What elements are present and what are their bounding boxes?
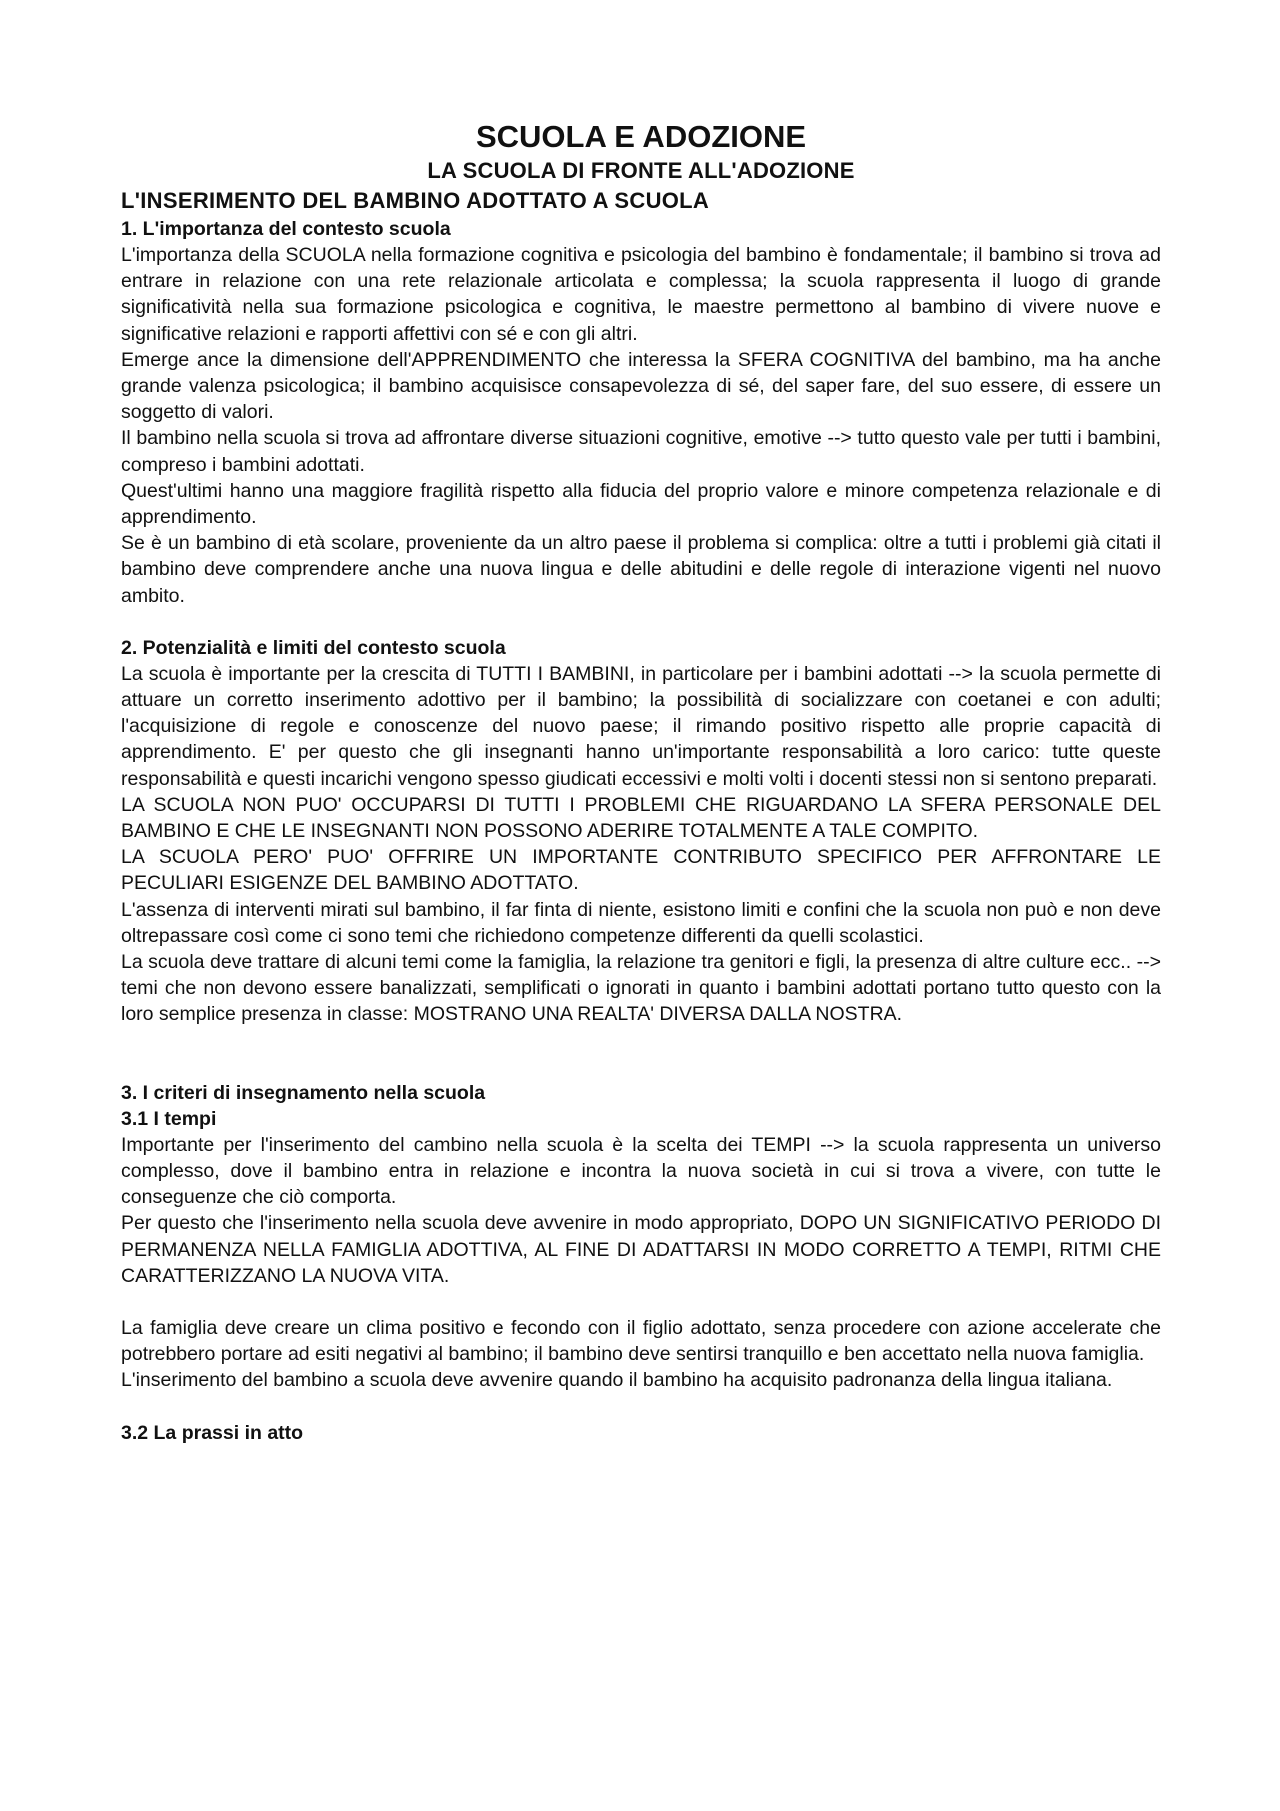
section-3-1-paragraph-3: La famiglia deve creare un clima positivo e fecondo con il figlio adottato, senza procedere con azione accelerate che potrebbero portare ad esiti negativi al bambino; il bambino deve sentirsi tranquillo e ben accettato nella nuova famiglia.: [121, 1316, 1161, 1366]
section-1-paragraph-5: Se è un bambino di età scolare, proveniente da un altro paese il problema si complica: oltre a tutti i problemi già citati il bambino deve comprendere anche una nuova lingua e delle abitudini e delle regole di interazione vigenti nel nuovo ambito.: [121, 532, 1161, 607]
spacer: [121, 1028, 1161, 1080]
spacer: [121, 1289, 1161, 1315]
section-3-2-heading: 3.2 La prassi in atto: [121, 1421, 304, 1444]
section-3-1-heading: 3.1 I tempi: [121, 1107, 217, 1130]
document-page: [121, 118, 1161, 1446]
section-2-paragraph-4: L'assenza di interventi mirati sul bambino, il far finta di niente, esistono limiti e confini che la scuola non può e non deve oltrepassare così come ci sono temi che richiedono competenze differenti da quelli scolastici.: [121, 898, 1161, 947]
section-heading: L'INSERIMENTO DEL BAMBINO ADOTTATO A SCUOLA: [121, 188, 710, 213]
section-2-heading: 2. Potenzialità e limiti del contesto scuola: [121, 636, 506, 659]
section-3-heading: 3. I criteri di insegnamento nella scuola: [121, 1081, 486, 1104]
section-2-paragraph-3: LA SCUOLA PERO' PUO' OFFRIRE UN IMPORTANTE CONTRIBUTO SPECIFICO PER AFFRONTARE LE PECULIARI ESIGENZE DEL BAMBINO ADOTTATO.: [121, 846, 1161, 895]
spacer: [121, 1394, 1161, 1420]
section-1-heading: 1. L'importanza del contesto scuola: [121, 218, 451, 240]
section-1-paragraph-2: Emerge ance la dimensione dell'APPRENDIMENTO che interessa la SFERA COGNITIVA del bambino, ma ha anche grande valenza psicologica; il bambino acquisisce consapevolezza di sé, del saper fare, del suo essere, di essere un soggetto di valori.: [121, 348, 1161, 424]
section-1-paragraph-4: Quest'ultimi hanno una maggiore fragilità rispetto alla fiducia del proprio valore e minore competenza relazionale e di apprendimento.: [121, 479, 1161, 529]
spacer: [121, 609, 1161, 635]
section-3-1-paragraph-2: Per questo che l'inserimento nella scuola deve avvenire in modo appropriato, DOPO UN SIGNIFICATIVO PERIODO DI PERMANENZA NELLA FAMIGLIA ADOTTIVA, AL FINE DI ADATTARSI IN MODO CORRETTO A TEMPI, RITMI CHE CARATTERIZZANO LA NUOVA VITA.: [121, 1212, 1161, 1287]
section-2-paragraph-5: La scuola deve trattare di alcuni temi come la famiglia, la relazione tra genitori e figli, la presenza di altre culture ecc.. --> temi che non devono essere banalizzati, semplificati o ignorati in quanto i bambini adottati portano tutto questo con la loro semplice presenza in classe: MOSTRANO UNA REALTA' DIVERSA DALLA NOSTRA.: [121, 951, 1161, 1026]
section-1-paragraph-1: L'importanza della SCUOLA nella formazione cognitiva e psicologia del bambino è fondamentale; il bambino si trova ad entrare in relazione con una rete relazionale articolata e complessa; la scuola rappresenta il luogo di grande significatività nella sua formazione psicologica e cognitiva, le maestre permettono al bambino di vivere nuove e significative relazioni e rapporti affettivi con sé e con gli altri.: [121, 244, 1161, 345]
section-2-paragraph-1: La scuola è importante per la crescita di TUTTI I BAMBINI, in particolare per i bambini adottati --> la scuola permette di attuare un corretto inserimento adottivo per il bambino; la possibilità di socializzare con coetanei e con adulti; l'acquisizione di regole e conoscenze del nuovo paese; il rimando positivo rispetto alle proprie capacità di apprendimento. E' per questo che gli insegnanti hanno un'importante responsabilità a loro carico: tutte queste responsabilità e questi incarichi vengono spesso giudicati eccessivi e molti volti i docenti stessi non si sentono preparati.: [121, 662, 1161, 790]
section-1-paragraph-3: Il bambino nella scuola si trova ad affrontare diverse situazioni cognitive, emotive --> tutto questo vale per tutti i bambini, compreso i bambini adottati.: [121, 427, 1161, 476]
document-subtitle: LA SCUOLA DI FRONTE ALL'ADOZIONE: [427, 158, 855, 183]
section-2-paragraph-2: LA SCUOLA NON PUO' OCCUPARSI DI TUTTI I PROBLEMI CHE RIGUARDANO LA SFERA PERSONALE DEL BAMBINO E CHE LE INSEGNANTI NON POSSONO ADERIRE TOTALMENTE A TALE COMPITO.: [121, 793, 1161, 843]
section-3-1-paragraph-1: Importante per l'inserimento del cambino nella scuola è la scelta dei TEMPI --> la scuola rappresenta un universo complesso, dove il bambino entra in relazione e incontra la nuova società in cui si trova a vivere, con tutte le conseguenze che ciò comporta.: [121, 1133, 1161, 1209]
section-3-1-paragraph-4: L'inserimento del bambino a scuola deve avvenire quando il bambino ha acquisito padronanza della lingua italiana.: [121, 1369, 1113, 1392]
document-title: SCUOLA E ADOZIONE: [475, 119, 807, 154]
